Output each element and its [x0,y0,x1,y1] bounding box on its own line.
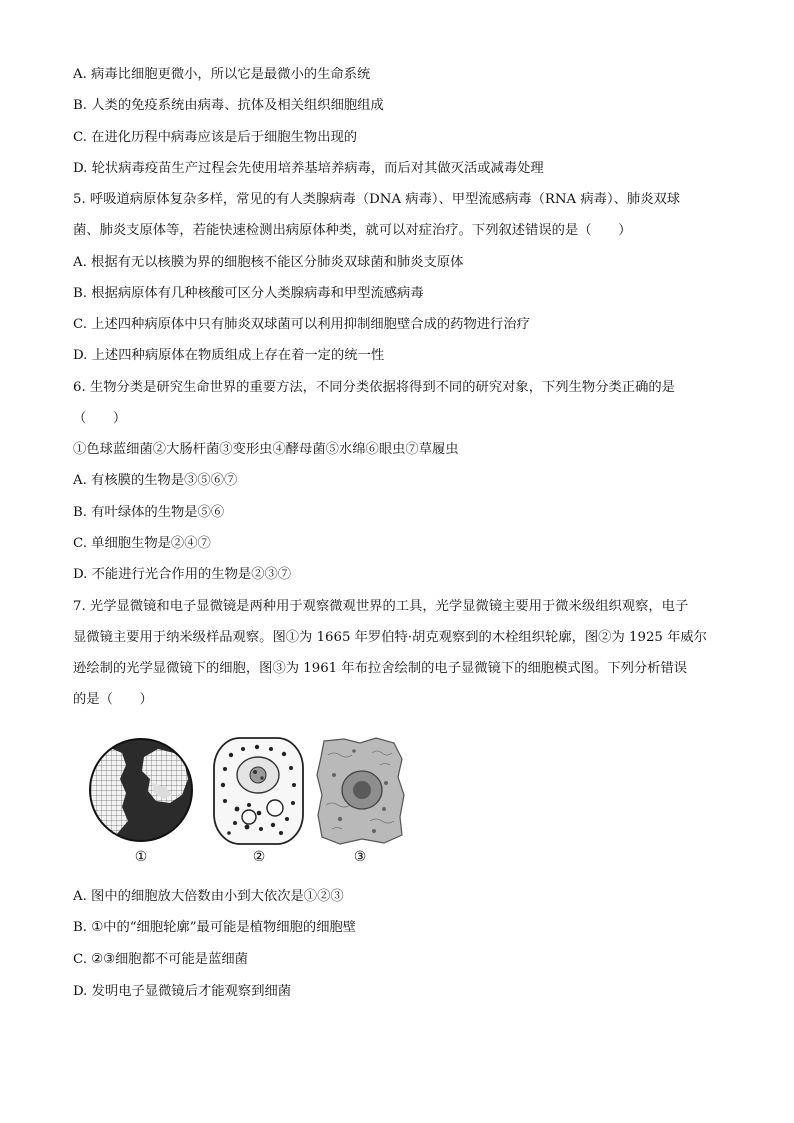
q6-option-c: C. 单细胞生物是②④⑦ [73,536,211,551]
q5-stem-line1: 5. 呼吸道病原体复杂多样，常见的有人类腺病毒（DNA 病毒）、甲型流感病毒（RNA 病毒）、肺炎双球 [73,192,681,207]
figure-label-1: ① [134,849,148,865]
q4-option-b: B. 人类的免疫系统由病毒、抗体及相关组织细胞组成 [73,98,384,113]
q5-option-a: A. 根据有无以核膜为界的细胞核不能区分肺炎双球菌和肺炎支原体 [73,255,464,270]
q5-stem-line2: 菌、肺炎支原体等，若能快速检测出病原体种类，就可以对症治疗。下列叙述错误的是（ ） [73,223,632,238]
q7-option-a: A. 图中的细胞放大倍数由小到大依次是①②③ [73,889,344,904]
q7-figure [86,735,416,870]
q4-option-a: A. 病毒比细胞更微小，所以它是最微小的生命系统 [73,67,371,82]
figure-label-2: ② [252,849,266,865]
figure-label-3: ③ [353,849,367,865]
q6-option-b: B. 有叶绿体的生物是⑤⑥ [73,505,225,520]
q4-option-d: D. 轮状病毒疫苗生产过程会先使用培养基培养病毒，而后对其做灭活或减毒处理 [73,161,544,176]
q6-stem-line1: 6. 生物分类是研究生命世界的重要方法，不同分类依据将得到不同的研究对象，下列生物分类正确的是 [73,380,675,395]
q6-stem-line2: （ ） [73,411,127,426]
q7-option-b: B. ①中的“细胞轮廓”最可能是植物细胞的细胞壁 [73,920,357,935]
light-microscope-cell-drawing [211,735,306,847]
q7-stem-line3: 逊绘制的光学显微镜下的细胞，图③为 1961 年布拉舍绘制的电子显微镜下的细胞模式图。下列分析错误 [73,661,688,676]
q7-stem-line2: 显微镜主要用于纳米级样品观察。图①为 1665 年罗伯特·胡克观察到的木栓组织轮廓，图②为 1925 年威尔 [73,630,707,645]
q5-option-d: D. 上述四种病原体在物质组成上存在着一定的统一性 [73,348,385,363]
q6-option-a: A. 有核膜的生物是③⑤⑥⑦ [73,473,238,488]
q5-option-c: C. 上述四种病原体中只有肺炎双球菌可以利用抑制细胞壁合成的药物进行治疗 [73,317,530,332]
electron-microscope-cell-drawing [314,735,406,847]
q7-option-d: D. 发明电子显微镜后才能观察到细菌 [73,984,292,999]
q5-option-b: B. 根据病原体有几种核酸可区分人类腺病毒和甲型流感病毒 [73,286,424,301]
cork-tissue-drawing [86,735,196,845]
q6-items: ①色球蓝细菌②大肠杆菌③变形虫④酵母菌⑤水绵⑥眼虫⑦草履虫 [73,442,459,457]
q4-option-c: C. 在进化历程中病毒应该是后于细胞生物出现的 [73,130,358,145]
q7-stem-line4: 的是（ ） [73,692,153,707]
q6-option-d: D. 不能进行光合作用的生物是②③⑦ [73,567,292,582]
q7-option-c: C. ②③细胞都不可能是蓝细菌 [73,952,248,967]
q7-stem-line1: 7. 光学显微镜和电子显微镜是两种用于观察微观世界的工具，光学显微镜主要用于微米级组织观察，电子 [73,599,689,614]
